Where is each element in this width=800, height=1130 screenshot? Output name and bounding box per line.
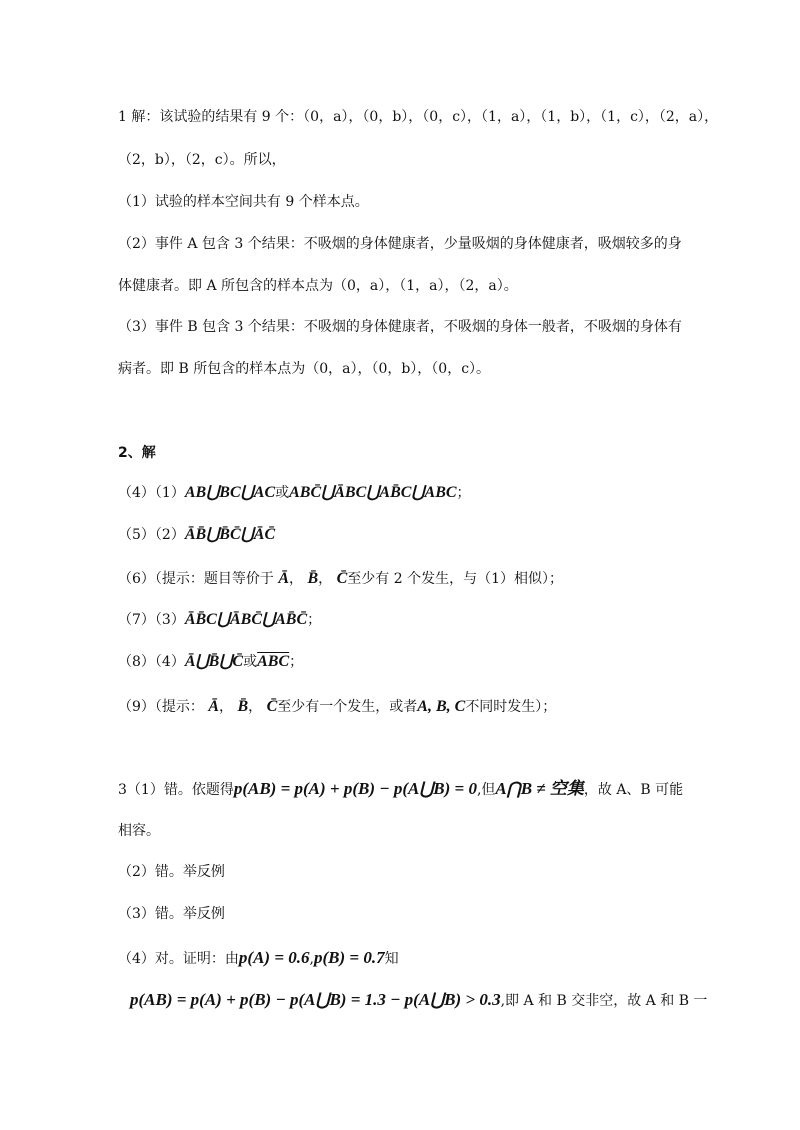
- connector-text: ,但: [476, 782, 496, 798]
- hint-text: 至少有 2 个发生，与（1）相似）；: [347, 571, 564, 587]
- q1-part-3: （3）事件 B 包含 3 个结果：不吸烟的身体健康者，不吸烟的身体一般者，不吸烟的身体有: [118, 319, 682, 335]
- q2-heading: 2、解: [118, 445, 156, 461]
- item-label: （7）（3）: [118, 612, 185, 628]
- complement-c: C̄: [266, 698, 278, 715]
- q3-part-4: [118, 948, 399, 969]
- separator: ，: [248, 699, 263, 715]
- probability-equation: p(AB) = p(A) + p(B) − p(A⋃B) = 0: [233, 779, 477, 798]
- q2-item-9: [118, 697, 556, 717]
- proof-equation: p(AB) = p(A) + p(B) − p(A⋃B) = 1.3 − p(A⋃B) > 0.3: [130, 990, 501, 1009]
- item-label: （5）（2）: [118, 527, 185, 543]
- q1-line-2: （2，b），（2，c）。所以，: [118, 152, 286, 168]
- conclusion-text: ，故 A、B 可能: [583, 782, 684, 798]
- proof-intro: （4）对。证明：由: [118, 951, 239, 967]
- q2-item-7: [118, 610, 321, 630]
- complement-a: Ā: [278, 570, 290, 587]
- punctuation: ；: [289, 654, 304, 670]
- separator: ，: [289, 571, 304, 587]
- q3-part-2: （2）错。举反例: [118, 864, 225, 880]
- complement-c: C̄: [336, 570, 348, 587]
- math-expression: Ā⋃B̄⋃C̄: [184, 653, 244, 670]
- q3-proof-line: [130, 990, 707, 1011]
- hint-text: 不同时发生）；: [465, 699, 557, 715]
- math-expression: ĀB̄⋃B̄C̄⋃ĀC̄: [184, 526, 276, 543]
- q1-part-2: （2）事件 A 包含 3 个结果：不吸烟的身体健康者，少量吸烟的身体健康者，吸烟较多的身: [118, 236, 682, 252]
- math-expression-overlined: $\overline{ABC}$: [257, 653, 290, 670]
- connector-text: 或: [243, 654, 258, 670]
- q3-part-3: （3）错。举反例: [118, 906, 225, 922]
- q3-intro: 3（1）错。依题得: [118, 782, 234, 798]
- separator: ,: [309, 951, 314, 967]
- q1-part-2-cont: 体健康者。即 A 所包含的样本点为（0，a），（1，a），（2，a）。: [118, 278, 518, 294]
- math-expression: AB⋃BC⋃AC: [184, 484, 276, 501]
- q2-item-8: [118, 652, 303, 672]
- item-label: （9）（提示：: [118, 699, 204, 715]
- item-label: （6）（提示：题目等价于: [118, 571, 274, 587]
- events-abc: A, B, C: [417, 698, 466, 715]
- math-expression: ĀB̄C⋃ĀBC̄⋃AB̄C̄: [184, 611, 308, 628]
- probability-b: p(B) = 0.7: [313, 948, 385, 967]
- q1-line-1: 1 解：该试验的结果有 9 个：（0，a），（0，b），（0，c），（1，a），（1，b），（1，c），（2，a），: [118, 109, 719, 125]
- punctuation: ；: [307, 612, 322, 628]
- connector-text: 或: [275, 485, 290, 501]
- q2-item-6: [118, 569, 563, 589]
- connector-text: 知: [384, 951, 399, 967]
- complement-b: B̄: [307, 570, 319, 587]
- complement-b: B̄: [237, 698, 249, 715]
- q3-line-1: [118, 779, 683, 800]
- q3-line-2: 相容。: [118, 823, 160, 839]
- hint-text: 至少有一个发生，或者: [277, 699, 418, 715]
- q1-part-1: （1）试验的样本空间共有 9 个样本点。: [118, 194, 369, 210]
- punctuation: ；: [456, 485, 471, 501]
- item-label: （4）（1）: [118, 485, 185, 501]
- set-statement: A⋂B ≠ 空集: [495, 779, 584, 798]
- item-label: （8）（4）: [118, 654, 185, 670]
- separator: ，: [219, 699, 234, 715]
- complement-a: Ā: [208, 698, 220, 715]
- separator: ，: [318, 571, 333, 587]
- probability-a: p(A) = 0.6: [238, 948, 310, 967]
- q2-item-4: [118, 483, 471, 503]
- proof-conclusion: ,即 A 和 B 交非空，故 A 和 B 一: [500, 993, 708, 1009]
- q1-part-3-cont: 病者。即 B 所包含的样本点为（0，a），（0，b），（0，c）。: [118, 361, 491, 377]
- math-expression: ABC̄⋃ĀBC⋃AB̄C⋃ABC: [289, 484, 457, 501]
- q2-item-5: [118, 525, 275, 545]
